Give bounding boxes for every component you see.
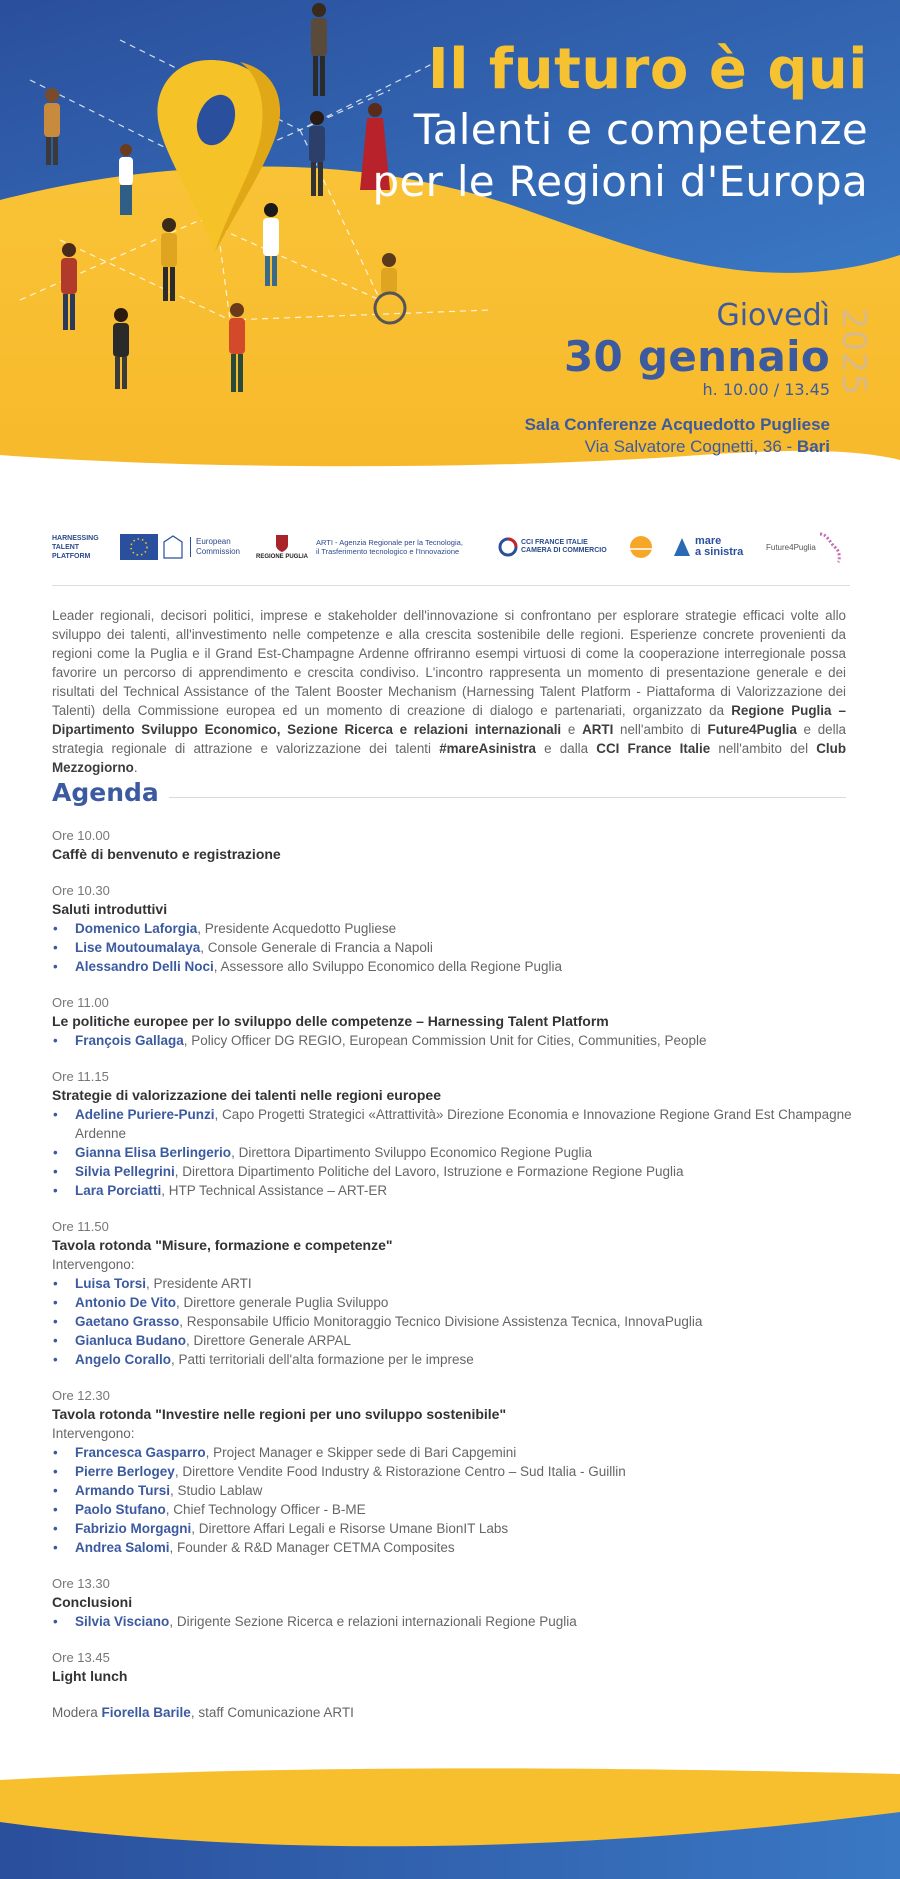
speaker-item	[52, 1162, 852, 1181]
mare-logo-line1: mare	[695, 535, 722, 547]
agenda-title: Agenda	[52, 778, 159, 807]
speaker-list	[52, 1443, 852, 1557]
slot-time: Ore 13.45	[52, 1650, 110, 1665]
arti-logo-line1: ARTI - Agenzia Regionale per la Tecnologia,	[316, 538, 463, 547]
event-time: h. 10.00 / 13.45	[702, 380, 830, 399]
slot-title: Saluti introduttivi	[52, 901, 168, 917]
speaker-role: , Dirigente Sezione Ricerca e relazioni internazionali Regione Puglia	[169, 1614, 577, 1629]
mare-logo-icon	[672, 536, 692, 558]
intro-organizer-arti: ARTI	[582, 722, 614, 737]
speaker-item	[52, 1350, 852, 1369]
speaker-name: Francesca Gasparro	[75, 1445, 206, 1460]
venue-name: Sala Conferenze Acquedotto Pugliese	[524, 415, 830, 434]
intro-paragraph	[52, 606, 846, 777]
puglia-map-icon	[818, 530, 842, 564]
intro-text-4: e della strategia regionale di attrazione e valorizzazione dei talenti	[52, 722, 847, 756]
arti-logo-line2: il Trasferimento tecnologico e l'Innovazione	[316, 547, 460, 556]
moderator-name: Fiorella Barile	[101, 1705, 191, 1720]
slot-time: Ore 10.30	[52, 883, 110, 898]
speaker-role: , Direttore Generale ARPAL	[186, 1333, 351, 1348]
speaker-name: Silvia Visciano	[75, 1614, 170, 1629]
speaker-role: , Project Manager e Skipper sede di Bari Capgemini	[205, 1445, 517, 1460]
footer-wave	[0, 1760, 900, 1879]
intro-text-6: nell'ambito del	[710, 741, 817, 756]
slot-title: Le politiche europee per lo sviluppo delle competenze – Harnessing Talent Platform	[52, 1013, 609, 1029]
venue-city: Bari	[796, 437, 830, 456]
speaker-item	[52, 1462, 852, 1481]
speaker-item	[52, 957, 852, 976]
mare-logo-line2: a sinistra	[695, 546, 744, 558]
european-commission-logo	[120, 522, 260, 572]
speaker-item	[52, 1143, 852, 1162]
intro-hashtag: #mareAsinistra	[439, 741, 536, 756]
eu-flag-icon	[120, 534, 158, 560]
cci-logo-icon	[498, 537, 518, 557]
agenda-slot	[52, 826, 852, 864]
speaker-name: Fabrizio Morgagni	[75, 1521, 192, 1536]
arti-logo	[316, 522, 496, 572]
harnessing-talent-logo	[52, 522, 114, 572]
intro-text-2: e	[561, 722, 583, 737]
logos-divider	[52, 585, 850, 586]
partner-logos	[52, 522, 850, 572]
speaker-role: , Direttore Affari Legali e Risorse Umane BionIT Labs	[191, 1521, 509, 1536]
ec-logo-line2: Commission	[196, 547, 241, 556]
event-day: Giovedì	[716, 298, 830, 333]
speaker-list	[52, 1612, 852, 1631]
speaker-name: Antonio De Vito	[75, 1295, 176, 1310]
speaker-role: , Direttora Dipartimento Politiche del Lavoro, Istruzione e Formazione Regione Puglia	[174, 1164, 684, 1179]
ec-building-icon	[162, 534, 184, 560]
mare-a-sinistra-logo	[672, 522, 754, 572]
speaker-name: Luisa Torsi	[75, 1276, 147, 1291]
speaker-name: Gaetano Grasso	[75, 1314, 180, 1329]
slot-title: Strategie di valorizzazione dei talenti nelle regioni europee	[52, 1087, 441, 1103]
hero-banner	[0, 0, 900, 500]
speaker-item	[52, 919, 852, 938]
regione-puglia-logo	[254, 522, 310, 572]
sun-icon	[626, 532, 656, 562]
cci-logo-line1: CCI FRANCE ITALIE	[521, 539, 588, 546]
slot-time: Ore 11.50	[52, 1219, 109, 1234]
cci-france-italie-logo	[498, 522, 618, 572]
speaker-role: , Presidente ARTI	[146, 1276, 252, 1291]
speaker-name: Adeline Puriere-Punzi	[75, 1107, 215, 1122]
event-title	[373, 36, 868, 208]
speaker-name: Domenico Laforgia	[75, 921, 198, 936]
agenda-slot	[52, 1067, 852, 1200]
speaker-name: Alessandro Delli Noci	[75, 959, 214, 974]
speaker-item	[52, 938, 852, 957]
speaker-name: Pierre Berlogey	[75, 1464, 175, 1479]
speaker-list	[52, 1105, 852, 1200]
speaker-role: , Assessore allo Sviluppo Economico della Regione Puglia	[213, 959, 563, 974]
intro-text-1: Leader regionali, decisori politici, imprese e stakeholder dell'innovazione si confrontano per esplorare strategie efficaci volte allo sviluppo dei talenti, all'investimento nelle competenze e alla crescita sostenibile delle regioni. Esperienze concrete provenienti da regioni come la Puglia e il Grand Est-Champagne Ardenne offriranno esempi virtuosi di come la cooperazione interregionale possa favorire un percorso di apprendimento e crescita condiviso. L'incontro rappresenta un momento di presentazione generale e dei risultati del Technical Assistance of the Talent Booster Mechanism (Harnessing Talent Platform - Piattaforma di Valorizzazione dei Talenti) della Commissione europea ed un momento di creazione di dialogo e partenariati, organizzato da	[52, 608, 846, 718]
speaker-item	[52, 1481, 852, 1500]
speaker-role: , Chief Technology Officer - B-ME	[165, 1502, 366, 1517]
agenda-slot	[52, 1574, 852, 1631]
slot-time: Ore 11.00	[52, 995, 109, 1010]
agenda-slot	[52, 1648, 852, 1686]
speaker-role: , Policy Officer DG REGIO, European Commission Unit for Cities, Communities, People	[183, 1033, 707, 1048]
ec-logo-line1: European	[196, 537, 231, 546]
slot-title: Tavola rotonda "Investire nelle regioni per uno sviluppo sostenibile"	[52, 1406, 507, 1422]
speaker-item	[52, 1181, 852, 1200]
speaker-item	[52, 1031, 852, 1050]
slot-title: Conclusioni	[52, 1594, 133, 1610]
slot-subtitle: Intervengono:	[52, 1426, 135, 1441]
speaker-name: Armando Tursi	[75, 1483, 171, 1498]
moderator-role: , staff Comunicazione ARTI	[190, 1705, 354, 1720]
event-subtitle-line2: per le Regioni d'Europa	[372, 157, 868, 206]
moderator-prefix: Modera	[52, 1705, 102, 1720]
moderator-line	[52, 1703, 852, 1722]
harnessing-logo-line2: TALENT PLATFORM	[52, 543, 91, 560]
speaker-list	[52, 1031, 852, 1050]
future4puglia-text: Future4Puglia	[766, 542, 816, 552]
speaker-item	[52, 1538, 852, 1557]
venue-address: Via Salvatore Cognetti, 36 -	[584, 437, 797, 456]
event-subtitle-line1: Talenti e competenze	[413, 105, 868, 154]
speaker-role: , Studio Lablaw	[170, 1483, 263, 1498]
speaker-role: , Founder & R&D Manager CETMA Composites	[169, 1540, 455, 1555]
speaker-item	[52, 1312, 852, 1331]
speaker-item	[52, 1331, 852, 1350]
agenda-rule	[169, 797, 846, 798]
slot-title: Tavola rotonda "Misure, formazione e competenze"	[52, 1237, 393, 1253]
event-year: 2025	[835, 308, 874, 396]
speaker-item	[52, 1612, 852, 1631]
speaker-name: Gianna Elisa Berlingerio	[75, 1145, 232, 1160]
speaker-list	[52, 1274, 852, 1369]
speaker-role: , Capo Progetti Strategici «Attrattività» Direzione Economia e Innovazione Regione Grand Est Champagne Ardenne	[75, 1107, 852, 1141]
speaker-name: Lise Moutoumalaya	[75, 940, 201, 955]
intro-future4puglia: Future4Puglia	[707, 722, 797, 737]
intro-text-5: e dalla	[535, 741, 597, 756]
speaker-role: , HTP Technical Assistance – ART-ER	[161, 1183, 388, 1198]
intro-organizer-regione: Regione Puglia – Dipartimento Sviluppo Economico, Sezione Ricerca e relazioni internazionali	[52, 703, 847, 737]
speaker-role: , Console Generale di Francia a Napoli	[200, 940, 433, 955]
sun-logo	[624, 522, 658, 572]
speaker-item	[52, 1105, 852, 1143]
speaker-item	[52, 1443, 852, 1462]
speaker-role: , Direttora Dipartimento Sviluppo Economico Regione Puglia	[231, 1145, 592, 1160]
speaker-name: François Gallaga	[75, 1033, 184, 1048]
speaker-role: , Direttore Vendite Food Industry & Ristorazione Centro – Sud Italia - Guillin	[174, 1464, 626, 1479]
speaker-role: , Direttore generale Puglia Sviluppo	[176, 1295, 389, 1310]
puglia-crest-icon	[274, 533, 290, 553]
intro-text-7: .	[133, 760, 138, 775]
speaker-role: , Patti territoriali dell'alta formazione per le imprese	[171, 1352, 474, 1367]
speaker-item	[52, 1519, 852, 1538]
speaker-item	[52, 1293, 852, 1312]
cci-logo-line2: CAMERA DI COMMERCIO	[521, 547, 607, 554]
speaker-name: Lara Porciatti	[75, 1183, 162, 1198]
speaker-name: Silvia Pellegrini	[75, 1164, 175, 1179]
speaker-role: , Responsabile Ufficio Monitoraggio Tecnico Divisione Assistenza Tecnica, InnovaPuglia	[179, 1314, 703, 1329]
agenda-slot	[52, 1386, 852, 1557]
speaker-item	[52, 1500, 852, 1519]
agenda-slot	[52, 881, 852, 976]
agenda-slot	[52, 993, 852, 1050]
speaker-name: Angelo Corallo	[75, 1352, 172, 1367]
agenda-header	[52, 778, 846, 807]
intro-club: Club Mezzogiorno	[52, 741, 846, 775]
slot-time: Ore 13.30	[52, 1576, 110, 1591]
future4puglia-logo	[766, 522, 850, 572]
speaker-role: , Presidente Acquedotto Pugliese	[197, 921, 397, 936]
event-title-main: Il futuro è qui	[427, 37, 868, 102]
event-venue	[525, 414, 830, 458]
speaker-name: Andrea Salomi	[75, 1540, 170, 1555]
agenda-list	[52, 826, 852, 1722]
intro-text-3: nell'ambito di	[613, 722, 708, 737]
event-date	[564, 298, 830, 400]
slot-subtitle: Intervengono:	[52, 1257, 135, 1272]
slot-time: Ore 11.15	[52, 1069, 109, 1084]
agenda-slot	[52, 1217, 852, 1369]
event-date-value: 30 gennaio	[563, 332, 830, 381]
slot-title: Light lunch	[52, 1668, 128, 1684]
speaker-name: Paolo Stufano	[75, 1502, 166, 1517]
harnessing-logo-line1: HARNESSING	[52, 534, 99, 542]
speaker-name: Gianluca Budano	[75, 1333, 187, 1348]
slot-time: Ore 10.00	[52, 828, 110, 843]
intro-cci: CCI France Italie	[596, 741, 711, 756]
puglia-logo-text: REGIONE PUGLIA	[255, 553, 308, 560]
slot-time: Ore 12.30	[52, 1388, 110, 1403]
speaker-list	[52, 919, 852, 976]
speaker-item	[52, 1274, 852, 1293]
slot-title: Caffè di benvenuto e registrazione	[52, 846, 281, 862]
